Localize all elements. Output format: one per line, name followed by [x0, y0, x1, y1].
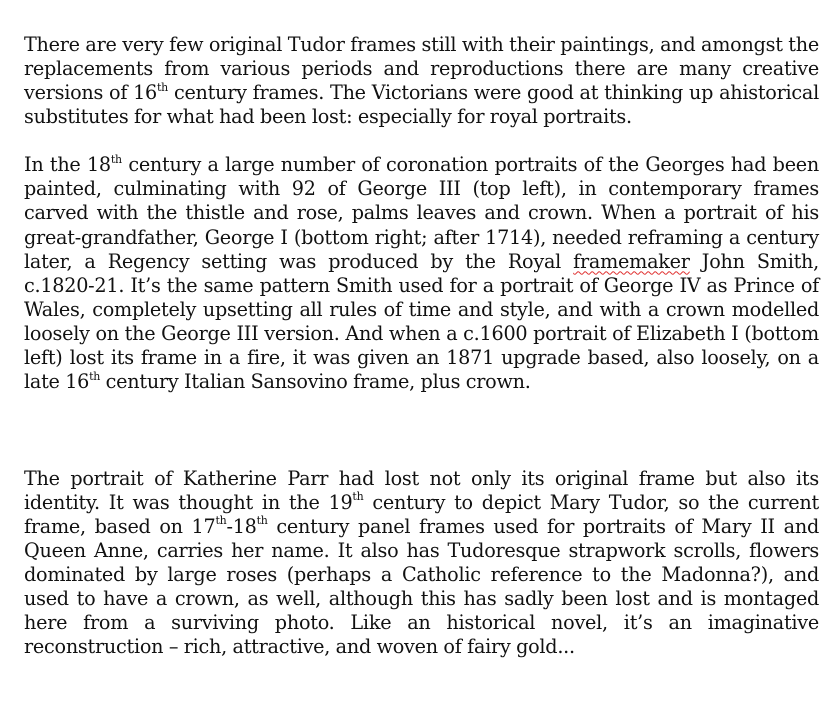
paragraph-tudor-frames	[24, 33, 819, 129]
text-run: century to depict Mary Tudor, so the current frame, based on 17	[24, 490, 819, 538]
spellcheck-flagged-word[interactable]: framemaker	[573, 249, 690, 273]
text-run: century frames. The Victorians were good at thinking up ahistorical substitutes for what had been lost: especially for royal portraits.	[24, 81, 819, 129]
text-run: century a large number of coronation portraits of the Georges had been painted, culminating with 92 of George III (top left), in contemporary frames carved with the thistle and rose, palms leaves and crown. When a portrait of his great-grandfather, George I (bottom right; after 1714), needed reframing a century later, a Regency setting was produced by the Royal	[24, 153, 820, 273]
ordinal-suffix: th	[352, 490, 364, 504]
ordinal-suffix: th	[157, 80, 169, 94]
paragraph-coronation-portraits	[24, 153, 819, 442]
ordinal-suffix: th	[110, 152, 122, 166]
text-run: -18	[226, 514, 257, 538]
ordinal-suffix: th	[215, 514, 227, 528]
text-run: John Smith, c.1820-21. It’s the same pattern Smith used for a portrait of George IV as Prince of Wales, completely upsetting all rules of time and style, and with a crown modelled loosely on the George III version. And when a c.1600 portrait of Elizabeth I (bottom left) lost its frame in a fire, it was given an 1871 upgrade based, also loosely, on a late 16	[24, 249, 820, 394]
document-body	[24, 33, 819, 659]
text-run: The portrait of Katherine Parr had lost not only its original frame but also its identity. It was thought in the 19	[24, 466, 819, 514]
text-run: In the 18	[24, 153, 111, 177]
ordinal-suffix: th	[89, 369, 101, 383]
ordinal-suffix: th	[256, 514, 268, 528]
text-run: century Italian Sansovino frame, plus crown.	[100, 370, 531, 394]
text-run: There are very few original Tudor frames still with their paintings, and amongst the replacements from various periods and reproductions there are many creative versions of 16	[24, 33, 819, 105]
paragraph-katherine-parr	[24, 467, 819, 660]
text-run: century panel frames used for portraits of Mary II and Queen Anne, carries her name. It also has Tudoresque strapwork scrolls, flowers dominated by large roses (perhaps a Catholic reference to the Madonna?), and used to have a crown, as well, although this has sadly been lost and is montaged here from a surviving photo. Like an historical novel, it’s an imaginative reconstruction – rich, attractive, and woven of fairy gold...	[24, 514, 819, 659]
